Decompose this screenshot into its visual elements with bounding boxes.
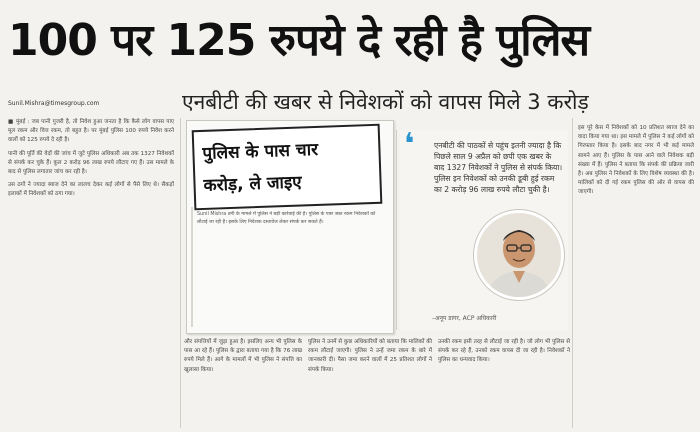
main-headline: 100 पर 125 रुपये दे रही है पुलिस [8,15,590,66]
clipping-headline-line2: करोड़, ले जाइए [203,172,302,196]
newspaper-clipping [186,120,394,334]
article-column-bottom-c: उनकी रकम इसी तरह से लौटाई जा रही है। जो लोग भी पुलिस से संपर्क कर रहे हैं, उनको रकम वापस दी जा रही है। निवेशकों ने पुलिस का धन्यवाद किया। [438,339,570,364]
clipping-headline-box [192,124,383,211]
article-paragraph: ■ मुंबई : जब पानी गुजरी है, तो निवेश हुआ जनता है कि कैसे लोग वापस पाए मूल रकम और वित्त रकम, तो बहुत है। पर मुंबई पुलिस 100 रुपये निवेश करने वालों को 125 रुपये दे रही है। [8,119,174,144]
article-paragraph: उस ठगों ने ज्यादा ब्याज देने का लालच देकर कई लोगों से पैसे लिए थे। सैकड़ों इलाकों में निवेशकों को ठगा गया। [8,182,174,198]
column-divider [396,130,397,330]
subheadline: एनबीटी की खबर से निवेशकों को वापस मिले 3 करोड़ [182,90,589,114]
byline: Sunil.Mishra@timesgroup.com [8,100,100,107]
article-column-bottom-a: और संपत्तियों में जुड़ा हुआ है। इसलिए अन्य भी पुलिस के पास आ रहे हैं। पुलिस के द्वारा बताया गया है कि 76 लाख रुपये मिले हैं। आगे के मामलों में भी पुलिस ने संपत्ति का खुलासा किया। [184,339,302,373]
clipping-rule [191,207,193,327]
clipping-headline-line1: पुलिस के पास चार [202,139,319,164]
article-column-right: इस पूरे केस में निवेशकों को 10 प्रतिशत ब्याज देने का वादा किया गया था। इस मामले में पुलिस ने कई लोगों को गिरफ्तार किया है। इसके बाद नगर में भी कई मामले सामने आए हैं। पुलिस के पास आने वाले निवेशक बड़ी संख्या में हैं। पुलिस ने बताया कि संपर्क की प्रक्रिया जारी है। अब पुलिस ने निवेशकों के लिए विशेष व्यवस्था की है। मालिकों को दी गई रकम पुलिस की ओर से वापस की जाएगी। [578,125,694,196]
clipping-text: Sunil Mishra ठगी के मामले में पुलिस ने बड़ी कार्रवाई की है। पुलिस के पास जब्त रकम निवेशकों को लौटाई जा रही है। इसके लिए निवेशक दस्तावेज लेकर संपर्क कर सकते हैं। [197,212,376,225]
portrait-photo [474,210,564,300]
quote-mark-icon: ❛ [404,130,415,162]
clipping-headline [202,132,374,202]
quote-text: एनबीटी की पाठकों से पहुंच इतनी ज्यादा है कि पिछले साल 9 अप्रैल को छपी एक खबर के बाद 1327 निवेशकों ने पुलिस से संपर्क किया। पुलिस इन निवेशकों को उनकी डूबी हुई रकम का 2 करोड़ 96 लाख रुपये लौटा चुकी है। [434,141,563,194]
article-paragraph: पानी की पूर्ति की वेदों की जांच में जुटे पुलिस अधिकारी अब तक 1327 निवेशकों से संपर्क कर चुके हैं। कुल 2 करोड़ 96 लाख रुपये लौटाए गए हैं। उस मामले के बाद से पुलिस लगातार जांच कर रही है। [8,150,174,176]
column-divider [572,118,573,428]
article-column-left [8,118,174,428]
quote-caption: –अनूप डागर, ACP अधिकारी [432,315,497,322]
column-divider [180,118,181,428]
person-icon [477,213,561,297]
article-column-bottom-b: पुलिस ने उनमें से कुछ अधिकारियों को बताया कि मालिकों की रकम लौटाई जाएगी। पुलिस ने उन्हें जमा रकम के बारे में जानकारी दी। पैसा जमा करने वालों में 25 प्रतिशत लोगों ने संपर्क किया। [308,339,432,373]
